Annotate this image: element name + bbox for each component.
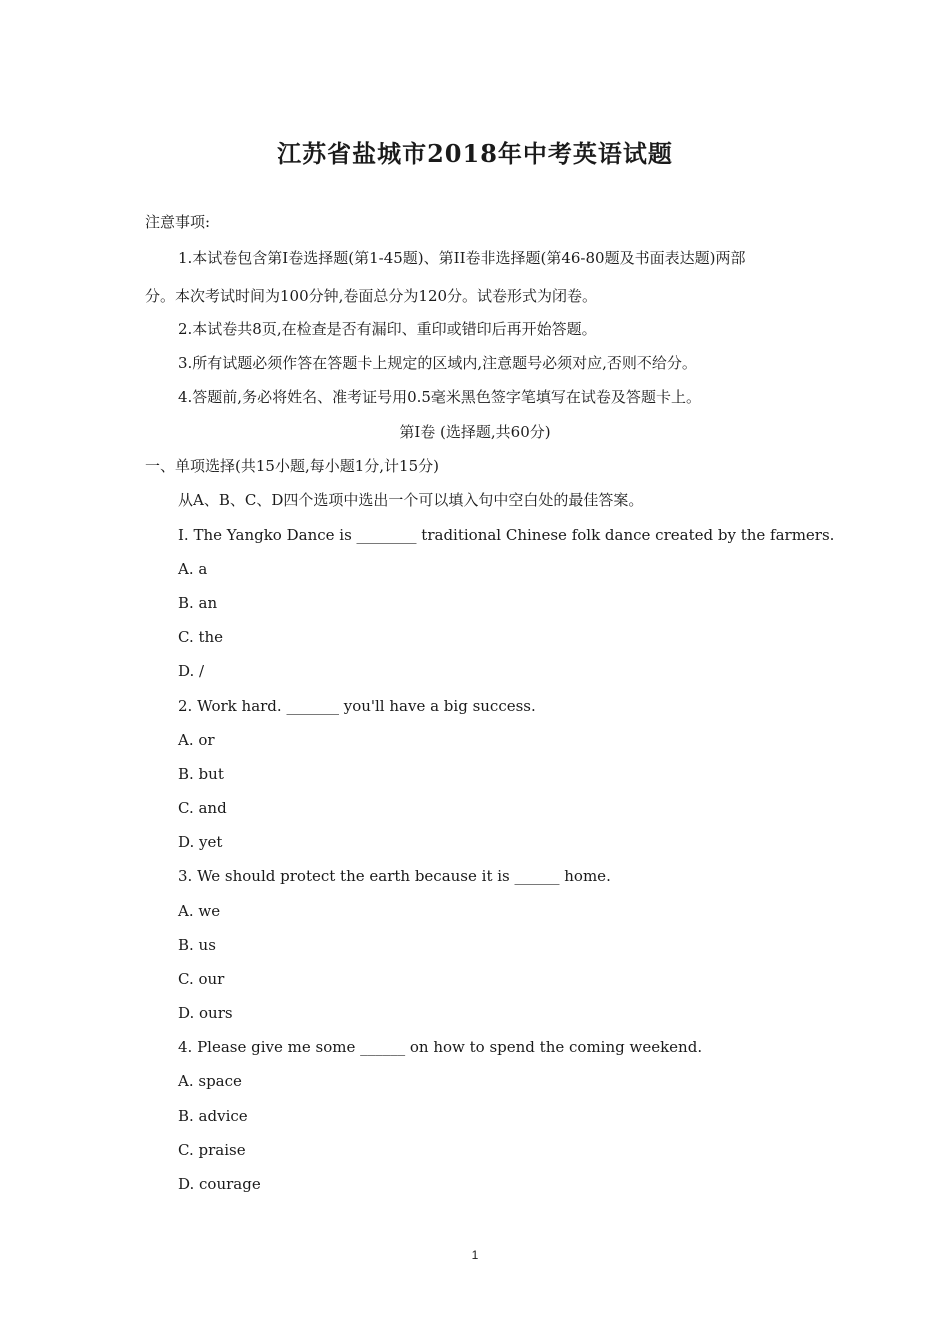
answer-option: D. courage bbox=[178, 1175, 261, 1193]
answer-option: A. a bbox=[178, 560, 208, 578]
page-number: 1 bbox=[471, 1248, 479, 1262]
answer-option: D. / bbox=[178, 662, 205, 680]
answer-option: C. the bbox=[178, 628, 224, 646]
answer-option: D. ours bbox=[178, 1004, 233, 1022]
answer-option: C. praise bbox=[178, 1141, 246, 1159]
question-stem: 2. Work hard. _______ you'll have a big success. bbox=[178, 697, 536, 715]
answer-option: A. space bbox=[178, 1072, 242, 1090]
answer-option: A. we bbox=[178, 902, 221, 920]
note-item-1-continued: 分。本次考试时间为100分钟,卷面总分为120分。试卷形式为闭卷。 bbox=[145, 287, 598, 305]
notes-heading: 注意事项: bbox=[145, 213, 211, 231]
note-item-1: 1.本试卷包含第I卷选择题(第1-45题)、第II卷非选择题(第46-80题及书面表达题)两部 bbox=[178, 249, 746, 267]
section-title: 一、单项选择(共15小题,每小题1分,计15分) bbox=[145, 457, 439, 475]
question-stem: 3. We should protect the earth because it is ______ home. bbox=[178, 867, 611, 885]
answer-option: A. or bbox=[178, 731, 215, 749]
page-title: 江苏省盐城市2018年中考英语试题 bbox=[277, 139, 673, 168]
note-item-4: 4.答题前,务必将姓名、准考证号用0.5毫米黑色签字笔填写在试卷及答题卡上。 bbox=[178, 388, 701, 406]
answer-option: B. us bbox=[178, 936, 216, 954]
answer-option: C. and bbox=[178, 799, 227, 817]
answer-option: C. our bbox=[178, 970, 225, 988]
question-stem: I. The Yangko Dance is ________ traditional Chinese folk dance created by the farmers. bbox=[178, 526, 835, 544]
part-heading: 第I卷 (选择题,共60分) bbox=[399, 423, 551, 441]
answer-option: B. an bbox=[178, 594, 218, 612]
note-item-2: 2.本试卷共8页,在检查是否有漏印、重印或错印后再开始答题。 bbox=[178, 320, 597, 338]
answer-option: D. yet bbox=[178, 833, 223, 851]
question-stem: 4. Please give me some ______ on how to spend the coming weekend. bbox=[178, 1038, 703, 1056]
section-instruction: 从A、B、C、D四个选项中选出一个可以填入句中空白处的最佳答案。 bbox=[178, 491, 644, 509]
answer-option: B. advice bbox=[178, 1107, 248, 1125]
note-item-3: 3.所有试题必须作答在答题卡上规定的区域内,注意题号必须对应,否则不给分。 bbox=[178, 354, 697, 372]
answer-option: B. but bbox=[178, 765, 224, 783]
